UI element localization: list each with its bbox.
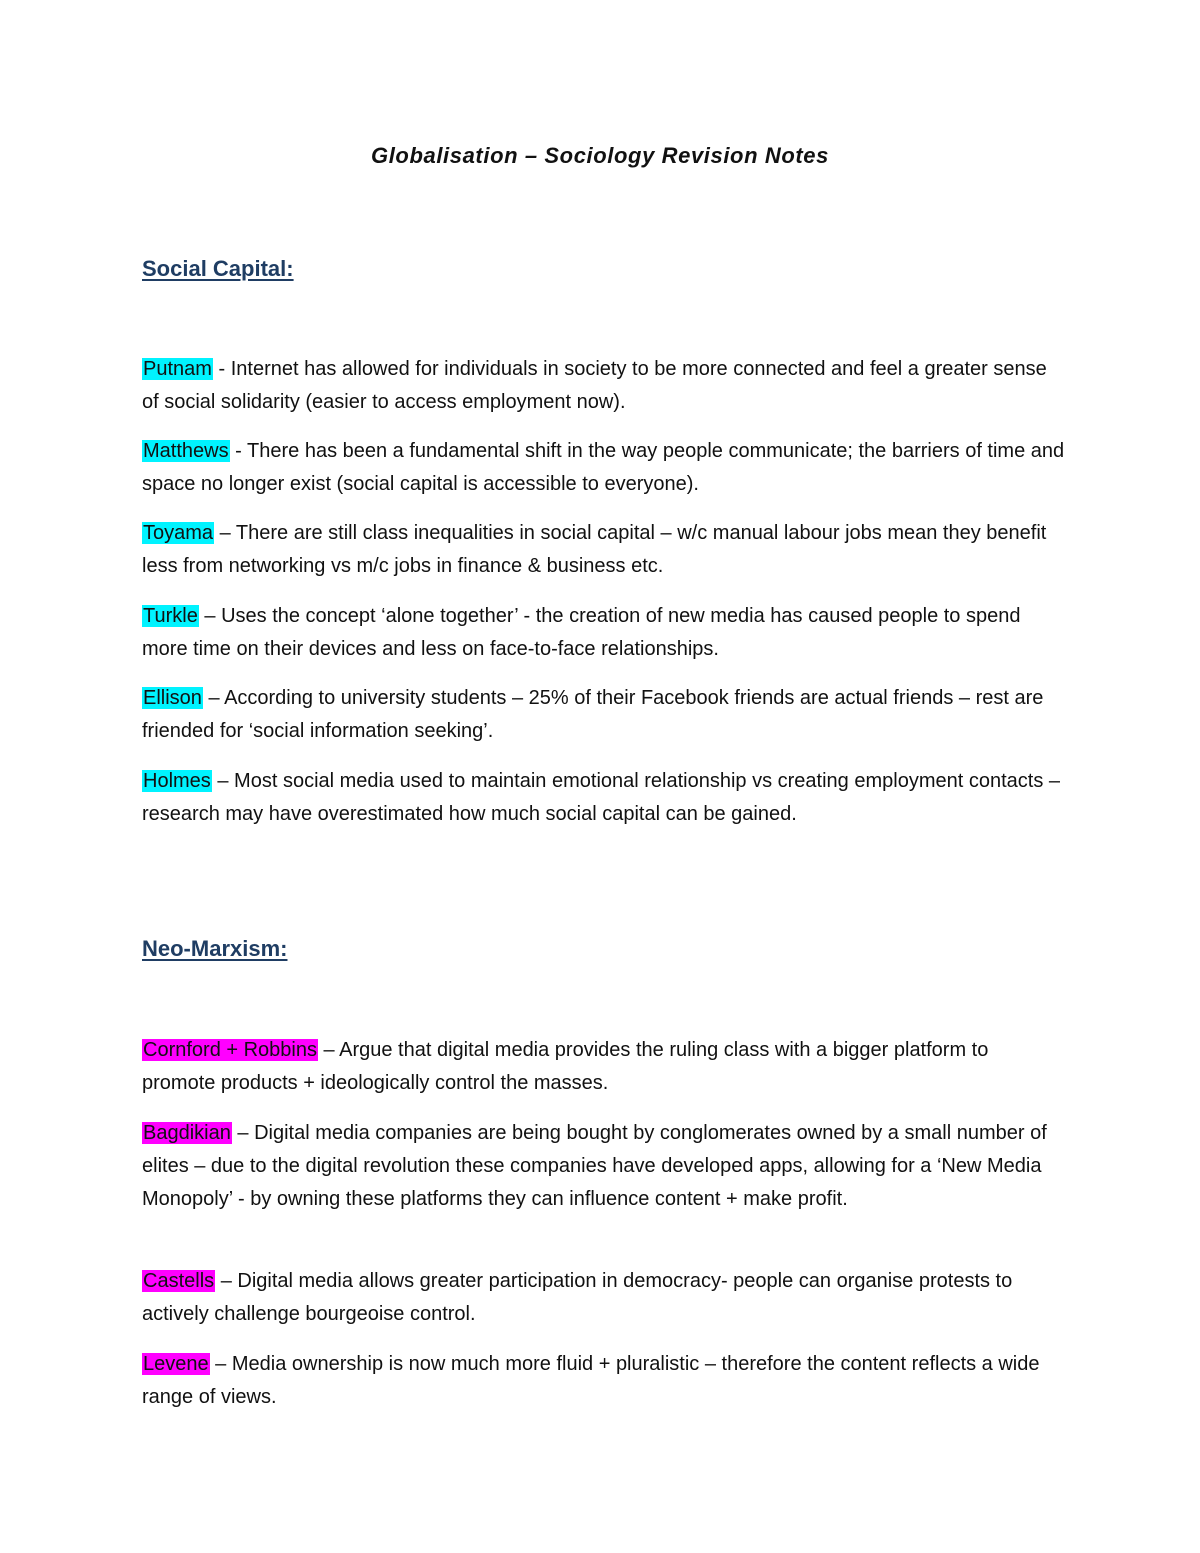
entry-text: Internet has allowed for individuals in society to be more connected and feel a greater sense of social solidarity (easier to access employment now). [142, 358, 1047, 413]
entry-text: Digital media companies are being bought by conglomerates owned by a small number of elites – due to the digital revolution these companies have developed apps, allowing for a ‘New Media Monopoly’ - by owning these platforms they can influence content + make profit. [142, 1122, 1047, 1210]
theorist-name: Putnam [143, 358, 212, 380]
entry-separator: - [229, 440, 248, 462]
entry-separator: – [317, 1039, 340, 1061]
entry-text: Most social media used to maintain emotional relationship vs creating employment contacts – research may have overestimated how much social capital can be gained. [142, 770, 1061, 825]
theorist-name: Cornford + Robbins [143, 1039, 317, 1061]
theorist-name: Castells [143, 1270, 215, 1292]
entry-separator: – [214, 522, 236, 544]
entry-turkle [142, 600, 1067, 666]
entry-castells [142, 1265, 1067, 1331]
theorist-name: Bagdikian [143, 1122, 231, 1144]
entry-cornford-robbins [142, 1034, 1067, 1100]
entry-text: Uses the concept ‘alone together’ - the creation of new media has caused people to spend more time on their devices and less on face-to-face relationships. [142, 605, 1021, 660]
entry-holmes [142, 765, 1067, 831]
theorist-name: Ellison [143, 687, 202, 709]
entry-bagdikian [142, 1117, 1067, 1216]
entry-matthews [142, 435, 1067, 501]
entry-text: Argue that digital media provides the ruling class with a bigger platform to promote products + ideologically control the masses. [142, 1039, 989, 1094]
entry-text: There are still class inequalities in social capital – w/c manual labour jobs mean they benefit less from networking vs m/c jobs in finance & business etc. [142, 522, 1047, 577]
entry-separator: – [209, 1353, 232, 1375]
entry-levene [142, 1348, 1067, 1414]
entry-putnam [142, 353, 1067, 419]
entry-text: Media ownership is now much more fluid + pluralistic – therefore the content reflects a wide range of views. [142, 1353, 1040, 1408]
theorist-name: Toyama [143, 522, 214, 544]
entry-separator: – [198, 605, 222, 627]
entry-separator: – [231, 1122, 255, 1144]
theorist-name: Turkle [143, 605, 198, 627]
theorist-name: Levene [143, 1353, 209, 1375]
entry-separator: – [215, 1270, 238, 1292]
section-heading-social-capital: Social Capital: [142, 256, 294, 281]
entry-separator: – [211, 770, 235, 792]
entry-text: According to university students – 25% of their Facebook friends are actual friends – rest are friended for ‘social information seeking’. [142, 687, 1044, 742]
entry-separator: – [202, 687, 225, 709]
document-title: Globalisation – Sociology Revision Notes [371, 143, 829, 168]
section-heading-neo-marxism: Neo-Marxism: [142, 936, 288, 961]
theorist-name: Holmes [143, 770, 211, 792]
entry-ellison [142, 682, 1067, 748]
entry-text: There has been a fundamental shift in the way people communicate; the barriers of time and space no longer exist (social capital is accessible to everyone). [142, 440, 1065, 495]
entry-separator: - [212, 358, 231, 380]
entry-text: Digital media allows greater participation in democracy- people can organise protests to actively challenge bourgeoise control. [142, 1270, 1013, 1325]
theorist-name: Matthews [143, 440, 229, 462]
entry-toyama [142, 517, 1067, 583]
